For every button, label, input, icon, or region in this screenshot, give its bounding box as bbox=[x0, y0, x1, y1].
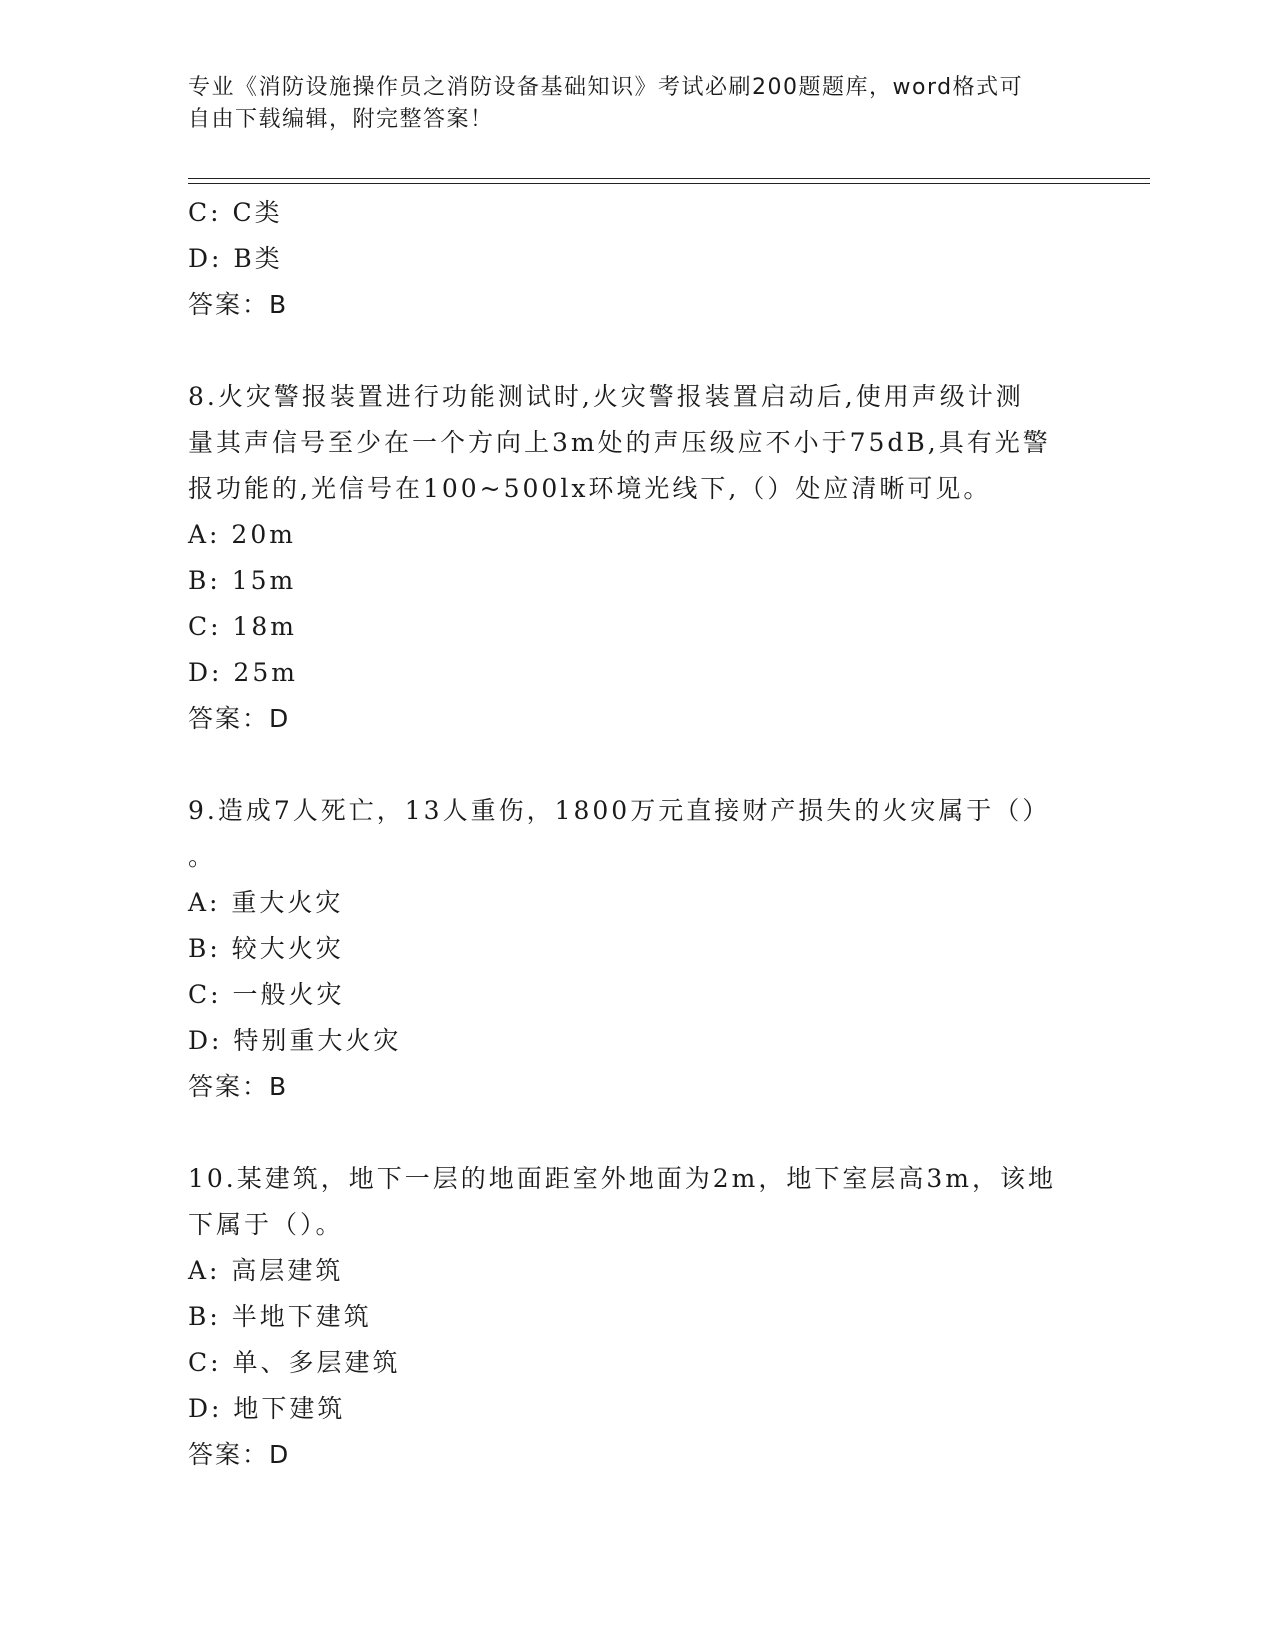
option-d: D: B类 bbox=[188, 244, 283, 273]
question-8 bbox=[188, 374, 1068, 742]
question-text bbox=[188, 1156, 1058, 1248]
answer-label: 答案：D bbox=[188, 704, 291, 733]
answer-label: 答案：B bbox=[188, 290, 289, 319]
question-10 bbox=[188, 1156, 1068, 1478]
question-text-line: 8.火灾警报装置进行功能测试时,火灾警报装置启动后,使用声级计测 bbox=[188, 382, 1024, 411]
spacer bbox=[188, 742, 1068, 788]
header-line-2: 自由下载编辑，附完整答案！ bbox=[188, 107, 494, 132]
option-d: D: 25m bbox=[188, 658, 298, 687]
question-9 bbox=[188, 788, 1068, 1110]
header-divider-top bbox=[188, 178, 1150, 179]
header-divider-bottom bbox=[188, 183, 1150, 184]
answer-label: 答案：B bbox=[188, 1072, 289, 1101]
option-b: B: 15m bbox=[188, 566, 297, 595]
question-text bbox=[188, 788, 1058, 880]
spacer bbox=[188, 1110, 1068, 1156]
question-text-line: 量其声信号至少在一个方向上3m处的声压级应不小于75dB,具有光警 bbox=[188, 428, 1051, 457]
option-b: B: 半地下建筑 bbox=[188, 1302, 372, 1331]
document-body bbox=[188, 190, 1068, 1478]
question-text-line: 。 bbox=[188, 842, 217, 871]
option-b: B: 较大火灾 bbox=[188, 934, 344, 963]
question-text-line: 9.造成7人死亡，13人重伤，1800万元直接财产损失的火灾属于（） bbox=[188, 796, 1051, 825]
option-c: C: 单、多层建筑 bbox=[188, 1348, 401, 1377]
answer-label: 答案：D bbox=[188, 1440, 291, 1469]
option-c: C: 18m bbox=[188, 612, 298, 641]
question-text-line: 报功能的,光信号在100~500lx环境光线下,（）处应清晰可见。 bbox=[188, 474, 992, 503]
question-text-line: 10.某建筑，地下一层的地面距室外地面为2m，地下室层高3m，该地 bbox=[188, 1164, 1056, 1193]
option-d: D: 特别重大火灾 bbox=[188, 1026, 402, 1055]
option-c: C: C类 bbox=[188, 198, 283, 227]
option-c: C: 一般火灾 bbox=[188, 980, 345, 1009]
page-header bbox=[188, 72, 1068, 136]
option-a: A: 重大火灾 bbox=[188, 888, 344, 917]
spacer bbox=[188, 328, 1068, 374]
option-d: D: 地下建筑 bbox=[188, 1394, 346, 1423]
header-line-1: 专业《消防设施操作员之消防设备基础知识》考试必刷200题题库，word格式可 bbox=[188, 75, 1024, 100]
option-a: A: 高层建筑 bbox=[188, 1256, 344, 1285]
question-text-line: 下属于（）。 bbox=[188, 1210, 344, 1239]
question-text bbox=[188, 374, 1058, 512]
option-a: A: 20m bbox=[188, 520, 296, 549]
question-fragment bbox=[188, 190, 1068, 328]
